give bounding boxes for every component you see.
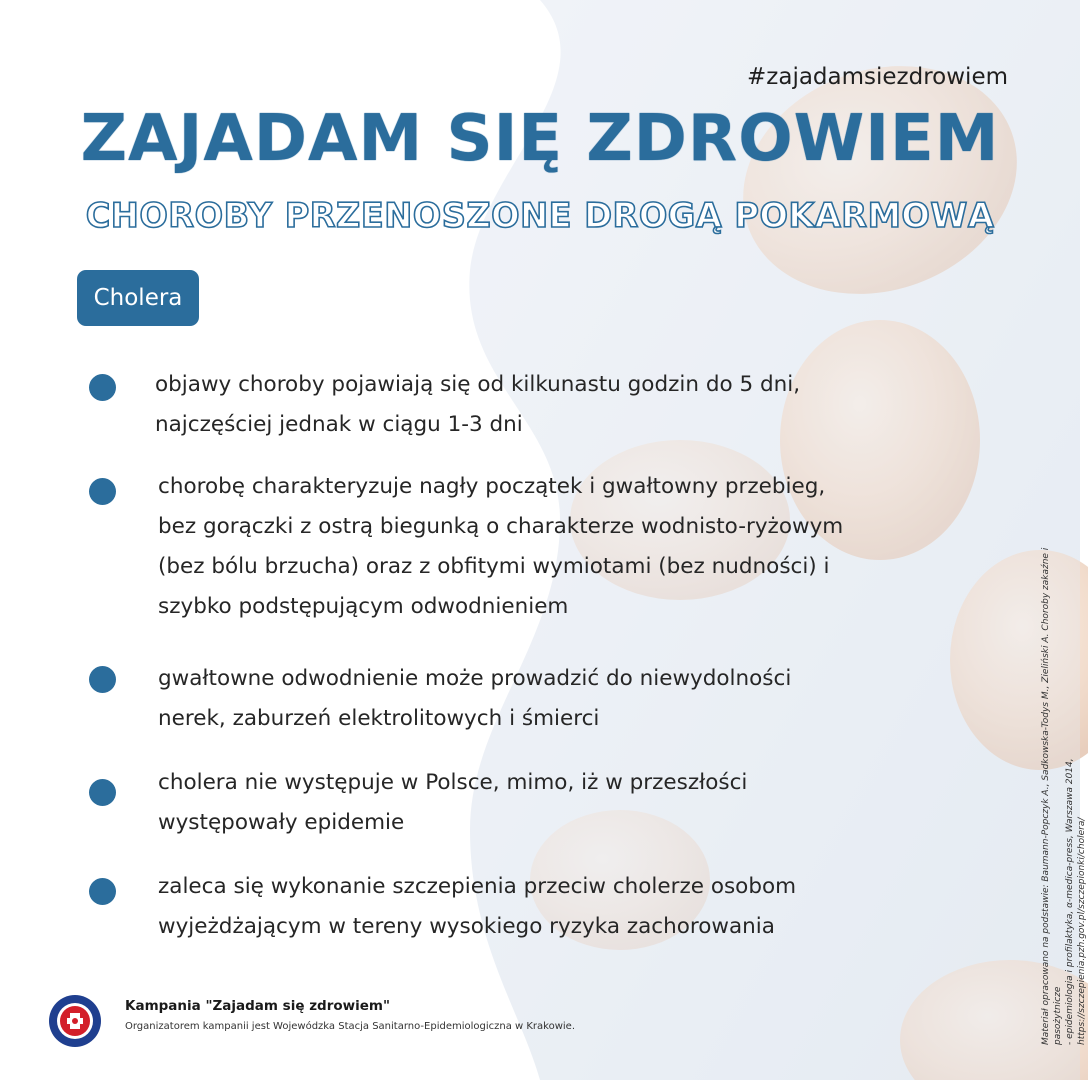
footer-title: Kampania "Zajadam się zdrowiem": [125, 998, 390, 1014]
page-title: ZAJADAM SIĘ ZDROWIEM: [80, 102, 1000, 176]
source-note: Materiał opracowano na podstawie: Baumann-Popczyk A., Sadkowska-Todys M., Zieliński A. Choroby zakaźne i pasożytnicze - epidemiologia i profilaktyka, α-medica-press, Warszawa 2014, https://szczepienia.pzh.gov.pl/szczepionki/cholera/: [1041, 547, 1087, 1045]
hashtag: #zajadamsiezdrowiem: [747, 64, 1008, 90]
footer-subtitle: Organizatorem kampanii jest Wojewódzka Stacja Sanitarno-Epidemiologiczna w Krakowie.: [125, 1021, 576, 1032]
topic-badge: Cholera: [77, 270, 199, 326]
list-item-text: gwałtowne odwodnienie może prowadzić do niewydolności nerek, zaburzeń elektrolitowych i śmierci: [158, 666, 792, 731]
sanitary-inspection-logo: [48, 994, 102, 1048]
list-item-text: zaleca się wykonanie szczepienia przeciw cholerze osobom wyjeżdżającym w tereny wysokiego ryzyka zachorowania: [158, 874, 797, 939]
bullet-icon: [89, 666, 116, 693]
list-item-text: objawy choroby pojawiają się od kilkunastu godzin do 5 dni, najczęściej jednak w ciągu 1-3 dni: [155, 372, 801, 437]
list-item-text: cholera nie występuje w Polsce, mimo, iż w przeszłości występowały epidemie: [158, 770, 748, 835]
page-subtitle: CHOROBY PRZENOSZONE DROGĄ POKARMOWĄ: [85, 196, 995, 235]
bullet-icon: [89, 878, 116, 905]
bullet-icon: [89, 478, 116, 505]
list-item-text: chorobę charakteryzuje nagły początek i gwałtowny przebieg, bez gorączki z ostrą biegunką o charakterze wodnisto-ryżowym (bez bólu brzucha) oraz z obfitymi wymiotami (bez nudności) i szybko podstępującym odwodnieniem: [158, 474, 844, 619]
bullet-icon: [89, 779, 116, 806]
bullet-icon: [89, 374, 116, 401]
